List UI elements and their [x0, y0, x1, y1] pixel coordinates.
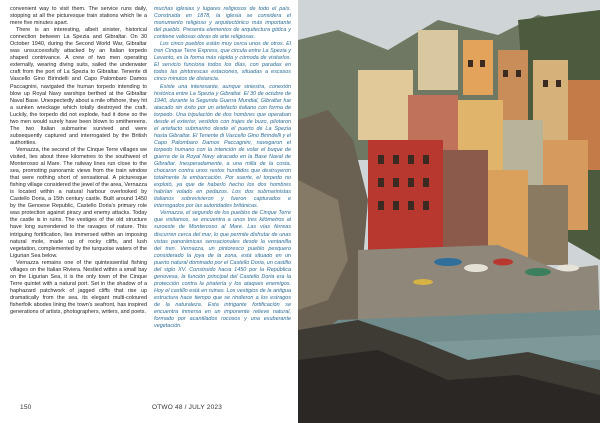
paragraph: Vernazza remains one of the quintessential fishing villages on the Italian Riviera. Nestled within a small bay on the Ligurian Sea, it is the only town of the Cinque Terre quintet with a natural port. Set in the shadow of a haphazard patchwork of jagged cliffs that rise up dramatically from the sea, its elegant multi-coloured fisherfolk abodes lining the town's seafront, has inspired generations of artists, photographers, writers, and poets. — [10, 259, 147, 316]
issue-label: OTWO 48 / JULY 2023 — [152, 404, 223, 411]
village-photo — [298, 0, 600, 423]
english-text-column — [10, 6, 147, 316]
paragraph: convenient way to visit them. The service runs daily, stopping at all the picturesque train stations which lie a mere five minutes apart. — [10, 6, 147, 27]
paragraph: There is an interesting, albeit sinister, historical connection between La Spezia and Gibraltar. On 30 October 1940, during the Second World War, Gibraltar was unsuccessfully attacked by an Italian torpedo shaped contrivance. A crew of two men operating externally, wearing diving suits, sailed the underwater craft from the port of La Spezia to Gibraltar. Tenente di Vascello Gino Birindelli and Capo Palombaro Damos Paccagnini, navigated the human torpedo intending to blow up Royal Navy warships berthed at the Gibraltar Naval Base. Unexpectedly about a mile offshore, they hit a sunken wreckage which totally destroyed the craft. Luckily, the torpedo did not explode, had it done so the two men would surely have been blown to smithereens. The two Italian submarine survived and were subsequently captured and interrogated by the British authorities. — [10, 27, 147, 146]
paragraph: muchas iglesias y lugares religiosos de todo el país. Construida en 1878, la iglesia se considera el monumento religioso y arquitectónico más importante del pueblo. Presenta elementos de arquitectura gótica y contiene valiosas obras de arte religiosas. — [154, 6, 291, 41]
paragraph: Los cinco pueblos están muy cerca unos de otros. El tren Cinque Terre Express, que circula entre La Spezia y Levanto, es la forma más rápida y cómoda de visitarlos. El servicio funciona todos los días, con paradas en todas las pintorescas estaciones, situadas a escasos cinco minutos de distancia. — [154, 41, 291, 83]
spanish-text-column — [154, 6, 291, 330]
page-number: 150 — [20, 404, 32, 411]
paragraph: Existe una interesante, aunque siniestra, conexión histórica entre La Spezia y Gibraltar. El 30 de octubre de 1940, durante la Segunda Guerra Mundial, Gibraltar fue atacado sin éxito por un artefacto italiano con forma de torpedo. Una tripulación de dos hombres que operaban desde el exterior, vestidos con trajes de buzo, pilotaron el artefacto submarino desde el puerto de La Spezia hasta Gibraltar. El Tenente di Vascello Gino Birindelli y el Capo Palombaro Damos Paccagnini, navegaron el torpedo humano con la intención de volar el buque de guerra de la Royal Navy atracado en la Base Naval de Gibraltar. Inesperadamente, a una milla de la costa, chocaron contra unos restos hundidos que destruyeron totalmente la embarcación. Por suerte, el torpedo no explotó, ya que de haberlo hecho los dos hombres habrían volado en pedazos. Los dos submarinistas italianos sobrevivieron y fueron capturados e interrogados por las autoridades británicas. — [154, 83, 291, 210]
paragraph: Vernazza, el segundo de los pueblos de Cinque Terre que visitamos, se encuentra a unos tres kilómetros al suroeste de Monterosso al Mare. Las vías férreas discurren cerca del mar, lo que permite disfrutar de unas vistas panorámicas sensacionales desde la ventanilla del tren. Vernazza, un pintoresco pueblo pesquero considerado la joya de la zona, está situado en un puerto natural dominado por el Castello Doria, un castillo del siglo XV. Construido hacia 1450 por la República genovesa, la función principal del Castello Doria era la protección contra la piratería y los ataques enemigos. Hoy el castillo está en ruinas. Los vestigios de la antigua estructura hace tiempo que se rindieron a los estragos de la naturaleza. Esta intrigante fortificación se encuentra inmersa en un imponente relieve natural, formado por acantilados rocosos y una exuberante vegetación. — [154, 210, 291, 330]
paragraph: Vernazza, the second of the Cinque Terre villages we visited, lies about three kilometres to the southwest of Monterosso al Mare. The railway lines run close to the sea, promoting panoramic views from the train window that were nothing short of sensational. A picturesque fishing village considered the jewel of the area, Vernazza is located within a natural harbour overlooked by Castello Doria, a 15th century castle. Built around 1450 by the Genoese Republic, Castello Doria's primary role was protection against piracy and enemy attacks. Today the castle is in ruins. The vestiges of the old structure have long surrendered to the ravages of nature. This intriguing fortification, lies immersed within an imposing natural mole, made up of rocky cliffs, and lush vegetation, complemented by the turquoise waters of the Ligurian Sea below. — [10, 146, 147, 259]
